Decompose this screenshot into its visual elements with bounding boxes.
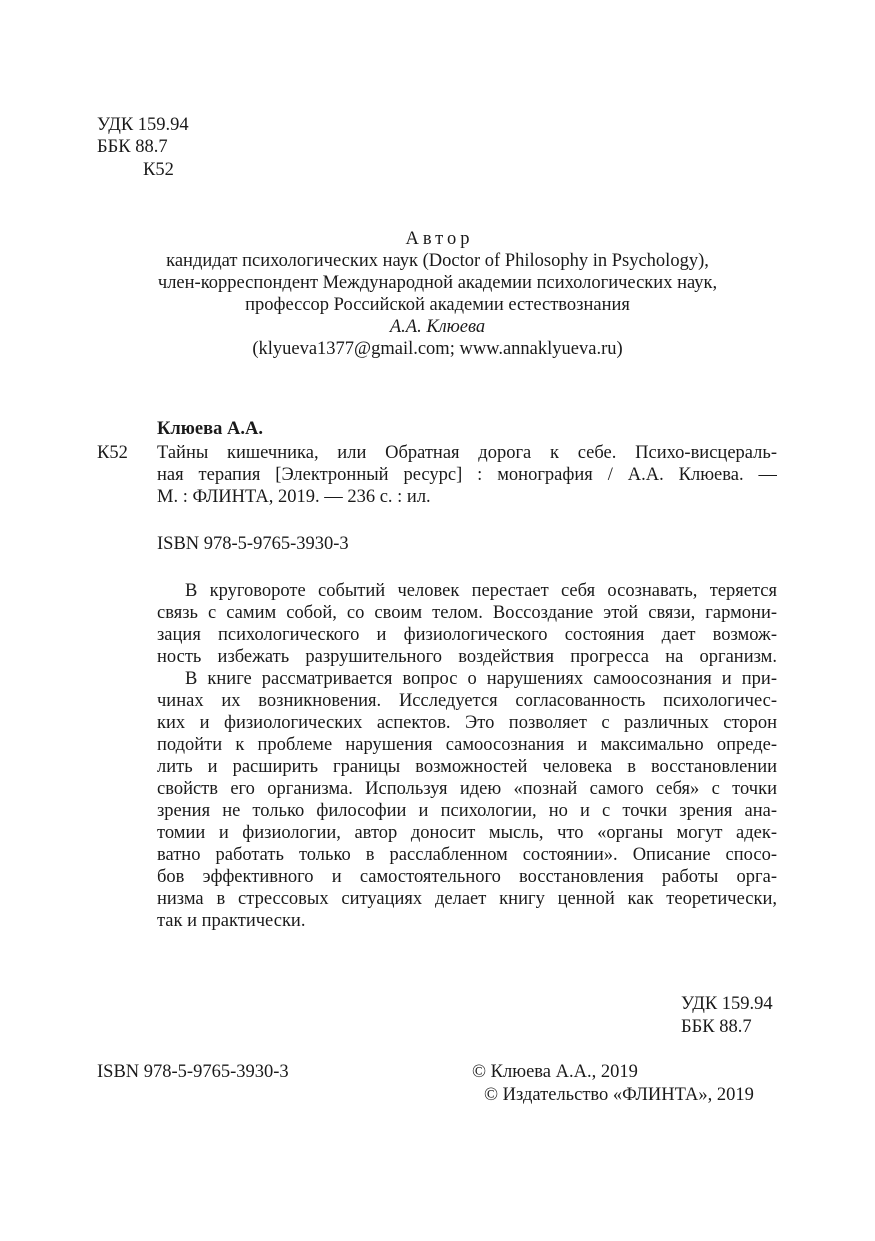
author-credential-line: член-корреспондент Международной академии психологических наук, [157,273,718,293]
bbk-code: ББК 88.7 [681,1017,752,1037]
author-mark: К52 [143,160,174,180]
copyright-publisher: © Издательство «ФЛИНТА», 2019 [484,1085,754,1105]
annotation-line: зация психологического и физиологического состояния дает возмож- [157,625,777,645]
annotation-line: ких и физиологических аспектов. Это позволяет с различных сторон [157,713,777,733]
footer-isbn: ISBN 978-5-9765-3930-3 [97,1062,289,1082]
annotation-line: ватно работать только в расслабленном состоянии». Описание спосо- [157,845,777,865]
annotation-line: В круговороте событий человек перестает себя осознавать, теряется [185,581,777,601]
annotation-line: лить и расширить границы возможностей человека в восстановлении [157,757,777,777]
annotation-line: томии и физиологии, автор доносит мысль, что «органы могут адек- [157,823,777,843]
annotation-line: бов эффективного и самостоятельного восстановления работы орга- [157,867,777,887]
annotation-line: зрения не только философии и психологии, но и с точки зрения ана- [157,801,777,821]
record-isbn: ISBN 978-5-9765-3930-3 [157,534,349,554]
annotation-line: чинах их возникновения. Исследуется согласованность психологичес- [157,691,777,711]
annotation-line: подойти к проблеме нарушения самоосознания и максимально опреде- [157,735,777,755]
annotation [157,580,777,932]
annotation-line: низма в стрессовых ситуациях делает книгу ценной как теоретически, [157,889,777,909]
bbk-code: ББК 88.7 [97,137,168,157]
annotation-line: ность избежать разрушительного воздействия прогресса на организм. [157,647,777,667]
annotation-line: свойств его организма. Используя идею «познай самого себя» с точки [157,779,777,799]
annotation-line: связь с самим собой, со своим телом. Воссоздание этой связи, гармони- [157,603,777,623]
annotation-line: так и практически. [157,911,306,931]
record-mark: К52 [97,443,128,463]
udk-code: УДК 159.94 [681,994,773,1014]
record-line: М. : ФЛИНТА, 2019. — 236 с. : ил. [157,487,431,507]
author-contacts: (klyueva1377@gmail.com; www.annaklyueva.ru) [252,339,623,359]
author-credential-line: профессор Российской академии естествознания [245,295,630,315]
udk-code: УДК 159.94 [97,115,189,135]
record-author: Клюева А.А. [157,419,263,439]
record-line: Тайны кишечника, или Обратная дорога к себе. Психо-висцераль- [157,443,777,463]
author-heading: Автор [405,229,474,249]
author-block [0,228,875,360]
annotation-line: В книге рассматривается вопрос о нарушениях самоосознания и при- [185,669,777,689]
author-credential-line: кандидат психологических наук (Doctor of Philosophy in Psychology), [166,251,709,271]
record-line: ная терапия [Электронный ресурс] : монография / А.А. Клюева. — [157,465,777,485]
copyright-author: © Клюева А.А., 2019 [472,1062,638,1082]
annotation-paragraph [157,580,777,668]
author-name: А.А. Клюева [389,317,486,337]
annotation-paragraph [157,668,777,932]
